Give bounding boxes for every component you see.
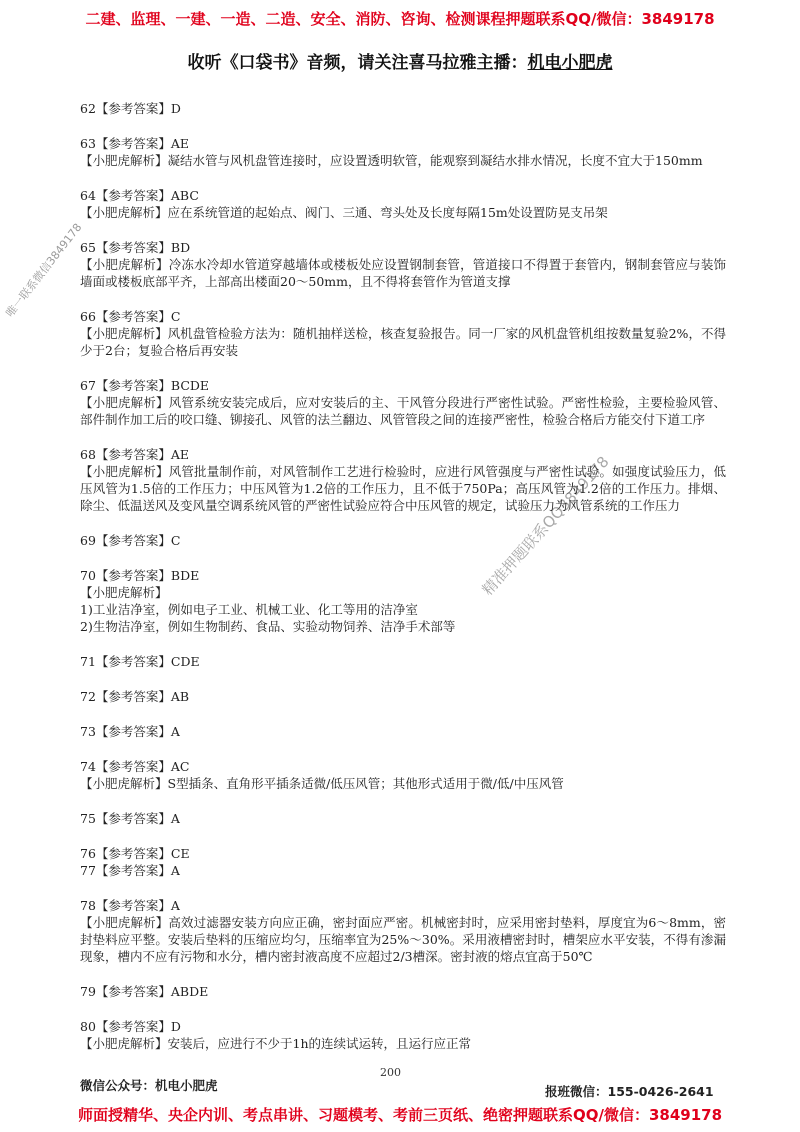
answer-explanation: 【小肥虎解析】高效过滤器安装方向应正确，密封面应严密。机械密封时，应采用密封垫料，厚度宜为6～8mm，密封垫料应平整。安装后垫料的压缩应均匀，压缩率宜为25%～30%。采用液槽密封时，槽架应水平安装，不得有渗漏现象，槽内不应有污物和水分，槽内密封液高度不应超过2/3槽深。密封液的熔点宜高于50℃ [80, 915, 726, 964]
answer-key: 66【参考答案】C [80, 309, 181, 324]
answer-explanation: 【小肥虎解析】 [80, 585, 168, 600]
answer-key: 80【参考答案】D [80, 1019, 181, 1034]
page-subtitle [0, 48, 800, 73]
answer-key: 74【参考答案】AC [80, 759, 190, 774]
answer-item [80, 567, 726, 635]
answer-explanation: 【小肥虎解析】S型插条、直角形平插条适微/低压风管；其他形式适用于微/低/中压风管 [80, 776, 564, 791]
signup-contact: 报班微信：155-0426-2641 [545, 1084, 714, 1099]
answer-key: 63【参考答案】AE [80, 136, 190, 151]
answer-explanation: 【小肥虎解析】冷冻水冷却水管道穿越墙体或楼板处应设置钢制套管，管道接口不得置于套管内，钢制套管应与装饰墙面或楼板底部平齐，上部高出楼面20～50mm，且不得将套管作为管道支撑 [80, 257, 726, 289]
answer-key: 68【参考答案】AE [80, 447, 190, 462]
watermark-right: 精准押题联系QQ3849178 [478, 452, 613, 599]
answer-item [80, 377, 726, 428]
explanation-line: 2)生物洁净室，例如生物制药、食品、实验动物饲养、洁净手术部等 [80, 619, 456, 634]
answer-key: 76【参考答案】CE [80, 846, 190, 861]
answer-item [80, 845, 726, 862]
wechat-account: 微信公众号：机电小肥虎 [80, 1078, 218, 1093]
answer-key: 65【参考答案】BD [80, 240, 191, 255]
answer-explanation: 【小肥虎解析】安装后，应进行不少于1h的连续试运转，且运行应正常 [80, 1036, 472, 1051]
answer-item [80, 862, 726, 879]
answer-key: 79【参考答案】ABDE [80, 984, 209, 999]
answer-key: 62【参考答案】D [80, 101, 181, 116]
answer-item [80, 446, 726, 514]
answer-item [80, 135, 726, 169]
watermark-left: 唯一联系微信3849178 [3, 220, 85, 320]
answer-explanation: 【小肥虎解析】风管系统安装完成后，应对安装后的主、干风管分段进行严密性试验。严密性检验，主要检验风管、部件制作加工后的咬口缝、铆接孔、风管的法兰翻边、风管管段之间的连接严密性，检验合格后方能交付下道工序 [80, 395, 726, 427]
top-ad-banner: 二建、监理、一建、一造、二造、安全、消防、咨询、检测课程押题联系QQ/微信：3849178 [85, 10, 715, 28]
answer-item [80, 810, 726, 827]
answer-item [80, 758, 726, 792]
answer-item [80, 187, 726, 221]
answer-item [80, 653, 726, 670]
answer-item [80, 723, 726, 740]
answer-item [80, 239, 726, 290]
answer-item [80, 532, 726, 549]
answer-item [80, 983, 726, 1000]
answer-key: 73【参考答案】A [80, 724, 180, 739]
answer-explanation: 【小肥虎解析】风管批量制作前，对风管制作工艺进行检验时，应进行风管强度与严密性试验。如强度试验压力，低压风管为1.5倍的工作压力；中压风管为1.2倍的工作压力，且不低于750Pa；高压风管为1.2倍的工作压力。排烟、除尘、低温送风及变风量空调系统风管的严密性试验应符合中压风管的规定，试验压力为风管系统的工作压力 [80, 464, 726, 513]
answer-explanation: 【小肥虎解析】风机盘管检验方法为：随机抽样送检，核查复验报告。同一厂家的风机盘管机组按数量复验2%，不得少于2台；复验合格后再安装 [80, 326, 726, 358]
answer-list [80, 100, 726, 1070]
answer-item [80, 897, 726, 965]
answer-item [80, 100, 726, 117]
answer-key: 67【参考答案】BCDE [80, 378, 210, 393]
answer-key: 70【参考答案】BDE [80, 568, 200, 583]
answer-item [80, 308, 726, 359]
answer-item [80, 688, 726, 705]
bottom-ad-banner: 师面授精华、央企内训、考点串讲、习题模考、考前三页纸、绝密押题联系QQ/微信：3849178 [77, 1106, 723, 1124]
host-name-link[interactable]: 机电小肥虎 [527, 53, 613, 73]
answer-key: 64【参考答案】ABC [80, 188, 199, 203]
subtitle-prefix: 收听《口袋书》音频，请关注喜马拉雅主播： [187, 53, 528, 73]
answer-key: 71【参考答案】CDE [80, 654, 200, 669]
answer-key: 72【参考答案】AB [80, 689, 190, 704]
page-number: 200 [380, 1066, 401, 1079]
answer-explanation: 【小肥虎解析】应在系统管道的起始点、阀门、三通、弯头处及长度每隔15m处设置防晃支吊架 [80, 205, 608, 220]
answer-key: 75【参考答案】A [80, 811, 180, 826]
answer-key: 77【参考答案】A [80, 863, 180, 878]
answer-item [80, 1018, 726, 1052]
answer-key: 69【参考答案】C [80, 533, 181, 548]
explanation-line: 1)工业洁净室，例如电子工业、机械工业、化工等用的洁净室 [80, 602, 418, 617]
answer-explanation: 【小肥虎解析】凝结水管与风机盘管连接时，应设置透明软管，能观察到凝结水排水情况，长度不宜大于150mm [80, 153, 703, 168]
answer-key: 78【参考答案】A [80, 898, 180, 913]
